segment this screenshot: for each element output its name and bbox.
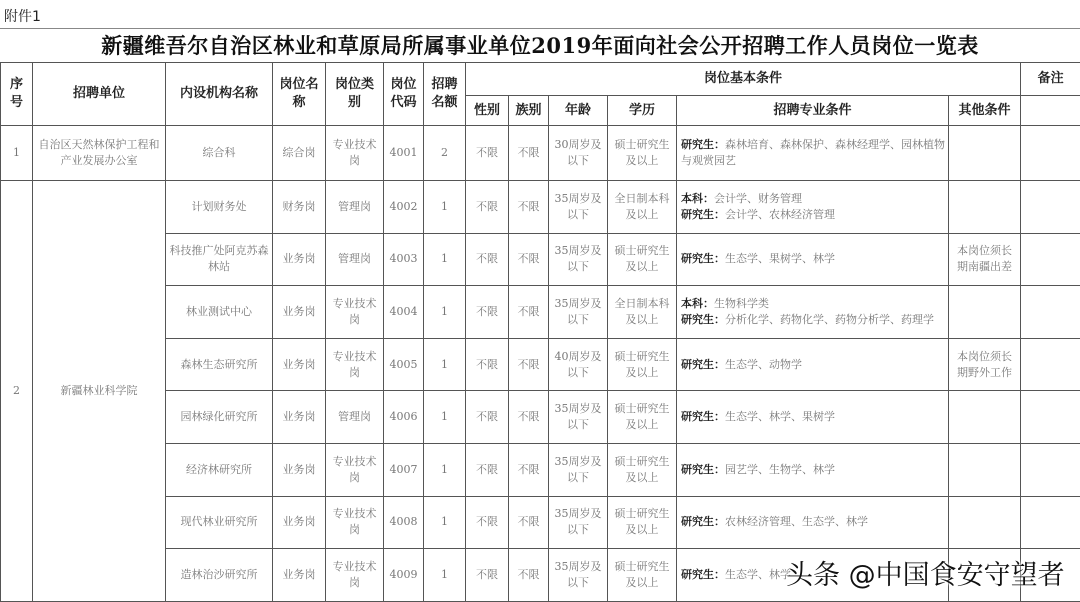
cell-post-type: 专业技术岗 [326, 286, 384, 339]
cell-post-type: 专业技术岗 [326, 443, 384, 496]
cell-post-code: 4004 [384, 286, 424, 339]
cell-age: 35周岁及以下 [549, 181, 608, 234]
cell-gender: 不限 [466, 126, 509, 181]
cell-edu: 全日制本科及以上 [608, 181, 677, 234]
major-list: 生态学、林学、果树学 [725, 410, 835, 423]
cell-post-name: 业务岗 [273, 391, 326, 444]
cell-dept: 园林绿化研究所 [166, 391, 273, 444]
cell-ethnic: 不限 [509, 496, 549, 549]
cell-edu: 硕士研究生及以上 [608, 338, 677, 391]
cell-other [949, 126, 1021, 181]
cell-dept: 造林治沙研究所 [166, 549, 273, 602]
cell-post-type: 管理岗 [326, 391, 384, 444]
major-list: 生物科学类 [714, 297, 769, 310]
header-ethnic: 族别 [509, 96, 549, 126]
cell-remark [1021, 233, 1080, 286]
cell-count: 1 [424, 338, 466, 391]
table-row [1, 181, 1080, 234]
cell-other [949, 286, 1021, 339]
major-list: 生态学、果树学、林学 [725, 252, 835, 265]
major-level: 研究生： [681, 410, 725, 423]
cell-major [677, 391, 949, 444]
header-dept: 内设机构名称 [166, 63, 273, 126]
header-major: 招聘专业条件 [677, 96, 949, 126]
cell-count: 1 [424, 443, 466, 496]
header-gender: 性别 [466, 96, 509, 126]
page-title: 新疆维吾尔自治区林业和草原局所属事业单位2019年面向社会公开招聘工作人员岗位一览表 [0, 30, 1080, 60]
cell-unit: 自治区天然林保护工程和产业发展办公室 [33, 126, 166, 181]
cell-edu: 硕士研究生及以上 [608, 233, 677, 286]
cell-other [949, 391, 1021, 444]
cell-other [949, 181, 1021, 234]
header-basic: 岗位基本条件 [466, 63, 1021, 96]
cell-edu: 硕士研究生及以上 [608, 126, 677, 181]
cell-remark [1021, 391, 1080, 444]
cell-edu: 硕士研究生及以上 [608, 391, 677, 444]
cell-gender: 不限 [466, 391, 509, 444]
cell-age: 35周岁及以下 [549, 443, 608, 496]
cell-dept: 林业测试中心 [166, 286, 273, 339]
cell-post-name: 财务岗 [273, 181, 326, 234]
major-level: 本科： [681, 297, 714, 310]
cell-post-type: 专业技术岗 [326, 496, 384, 549]
cell-dept: 计划财务处 [166, 181, 273, 234]
cell-count: 1 [424, 286, 466, 339]
cell-edu: 硕士研究生及以上 [608, 443, 677, 496]
cell-seq: 1 [1, 126, 33, 181]
header-post-name: 岗位名称 [273, 63, 326, 126]
cell-count: 1 [424, 181, 466, 234]
cell-gender: 不限 [466, 338, 509, 391]
table-row [1, 126, 1080, 181]
cell-edu: 全日制本科及以上 [608, 286, 677, 339]
cell-remark [1021, 126, 1080, 181]
cell-dept: 经济林研究所 [166, 443, 273, 496]
major-list: 分析化学、药物化学、药物分析学、药理学 [725, 313, 934, 326]
header-other: 其他条件 [949, 96, 1021, 126]
header-remark-blank [1021, 96, 1080, 126]
cell-ethnic: 不限 [509, 181, 549, 234]
cell-post-name: 综合岗 [273, 126, 326, 181]
header-post-type: 岗位类别 [326, 63, 384, 126]
cell-post-code: 4006 [384, 391, 424, 444]
watermark: 头条 @中国食安守望者 [786, 553, 1065, 592]
cell-major [677, 496, 949, 549]
cell-ethnic: 不限 [509, 286, 549, 339]
cell-ethnic: 不限 [509, 549, 549, 602]
major-level: 研究生： [681, 463, 725, 476]
cell-ethnic: 不限 [509, 233, 549, 286]
major-list: 农林经济管理、生态学、林学 [725, 515, 868, 528]
major-level: 研究生： [681, 515, 725, 528]
cell-post-code: 4005 [384, 338, 424, 391]
major-level: 研究生： [681, 252, 725, 265]
major-level: 本科： [681, 192, 714, 205]
cell-count: 1 [424, 549, 466, 602]
cell-remark [1021, 338, 1080, 391]
cell-age: 35周岁及以下 [549, 233, 608, 286]
cell-ethnic: 不限 [509, 126, 549, 181]
cell-post-code: 4002 [384, 181, 424, 234]
header-age: 年龄 [549, 96, 608, 126]
header-edu: 学历 [608, 96, 677, 126]
cell-ethnic: 不限 [509, 338, 549, 391]
cell-age: 35周岁及以下 [549, 549, 608, 602]
header-remark: 备注 [1021, 63, 1080, 96]
major-list: 会计学、农林经济管理 [725, 208, 835, 221]
cell-ethnic: 不限 [509, 391, 549, 444]
cell-unit: 新疆林业科学院 [33, 181, 166, 602]
cell-post-code: 4008 [384, 496, 424, 549]
cell-count: 1 [424, 391, 466, 444]
major-level: 研究生： [681, 138, 725, 151]
cell-count: 2 [424, 126, 466, 181]
cell-remark [1021, 181, 1080, 234]
major-level: 研究生： [681, 313, 725, 326]
cell-other: 本岗位须长期南疆出差 [949, 233, 1021, 286]
header-post-code: 岗位代码 [384, 63, 424, 126]
major-list: 园艺学、生物学、林学 [725, 463, 835, 476]
cell-post-name: 业务岗 [273, 443, 326, 496]
cell-edu: 硕士研究生及以上 [608, 549, 677, 602]
divider [0, 28, 1080, 29]
cell-dept: 综合科 [166, 126, 273, 181]
cell-major [677, 181, 949, 234]
cell-age: 40周岁及以下 [549, 338, 608, 391]
cell-other: 本岗位须长期野外工作 [949, 338, 1021, 391]
cell-post-type: 专业技术岗 [326, 549, 384, 602]
cell-post-name: 业务岗 [273, 338, 326, 391]
cell-remark [1021, 496, 1080, 549]
cell-post-name: 业务岗 [273, 233, 326, 286]
cell-age: 30周岁及以下 [549, 126, 608, 181]
cell-gender: 不限 [466, 443, 509, 496]
cell-dept: 现代林业研究所 [166, 496, 273, 549]
cell-ethnic: 不限 [509, 443, 549, 496]
cell-major [677, 233, 949, 286]
cell-post-type: 专业技术岗 [326, 338, 384, 391]
cell-remark [1021, 286, 1080, 339]
major-level: 研究生： [681, 208, 725, 221]
cell-age: 35周岁及以下 [549, 496, 608, 549]
major-list: 生态学、动物学 [725, 358, 802, 371]
recruitment-table [0, 62, 1080, 602]
cell-age: 35周岁及以下 [549, 286, 608, 339]
major-list: 会计学、财务管理 [714, 192, 802, 205]
cell-count: 1 [424, 496, 466, 549]
cell-gender: 不限 [466, 496, 509, 549]
cell-gender: 不限 [466, 549, 509, 602]
cell-major [677, 443, 949, 496]
cell-seq: 2 [1, 181, 33, 602]
cell-other [949, 443, 1021, 496]
header-unit: 招聘单位 [33, 63, 166, 126]
cell-post-type: 管理岗 [326, 181, 384, 234]
cell-post-code: 4003 [384, 233, 424, 286]
cell-gender: 不限 [466, 286, 509, 339]
cell-major [677, 126, 949, 181]
cell-post-code: 4007 [384, 443, 424, 496]
major-level: 研究生： [681, 358, 725, 371]
cell-dept: 科技推广处阿克苏森林站 [166, 233, 273, 286]
major-list: 森林培育、森林保护、森林经理学、园林植物与观赏园艺 [681, 138, 945, 167]
cell-dept: 森林生态研究所 [166, 338, 273, 391]
cell-post-name: 业务岗 [273, 496, 326, 549]
major-level: 研究生： [681, 568, 725, 581]
cell-gender: 不限 [466, 233, 509, 286]
cell-edu: 硕士研究生及以上 [608, 496, 677, 549]
cell-post-code: 4009 [384, 549, 424, 602]
header-count: 招聘名额 [424, 63, 466, 126]
attachment-label: 附件1 [4, 6, 41, 26]
cell-count: 1 [424, 233, 466, 286]
cell-post-name: 业务岗 [273, 549, 326, 602]
cell-major [677, 338, 949, 391]
cell-other [949, 496, 1021, 549]
cell-post-code: 4001 [384, 126, 424, 181]
cell-post-type: 管理岗 [326, 233, 384, 286]
header-seq: 序号 [1, 63, 33, 126]
cell-major [677, 286, 949, 339]
cell-age: 35周岁及以下 [549, 391, 608, 444]
cell-remark [1021, 443, 1080, 496]
major-list: 生态学、林学 [725, 568, 791, 581]
cell-post-name: 业务岗 [273, 286, 326, 339]
cell-post-type: 专业技术岗 [326, 126, 384, 181]
cell-gender: 不限 [466, 181, 509, 234]
